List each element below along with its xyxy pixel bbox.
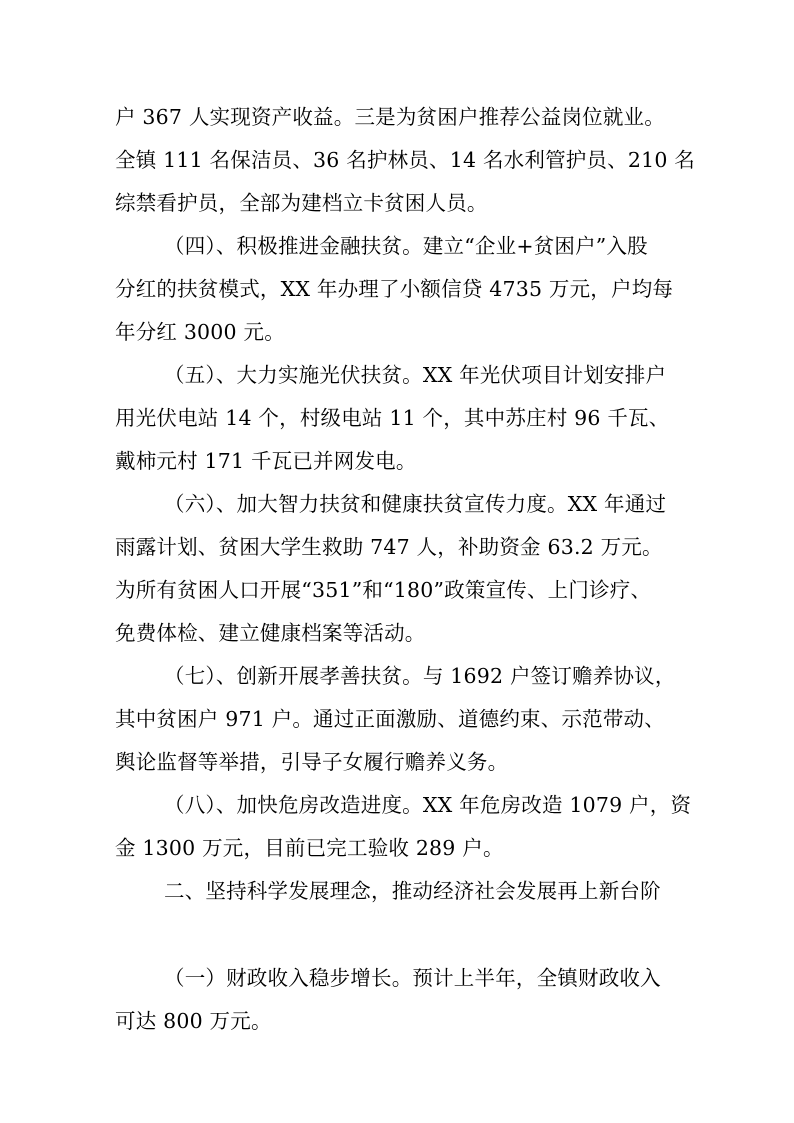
text-line: 其中贫困户 971 户。通过正面激励、道德约束、示范带动、 <box>115 707 665 731</box>
text-line: 免费体检、建立健康档案等活动。 <box>115 621 426 645</box>
text-line: 户 367 人实现资产收益。三是为贫困户推荐公益岗位就业。 <box>115 105 665 129</box>
text-line: 舆论监督等举措，引导子女履行赡养义务。 <box>115 750 509 774</box>
text-line: 戴柿元村 171 千瓦已并网发电。 <box>115 449 417 473</box>
section-heading: 二、坚持科学发展理念，推动经济社会发展再上新台阶 <box>164 879 661 903</box>
text-line: 年分红 3000 元。 <box>115 320 285 344</box>
text-line: 金 1300 万元，目前已完工验收 289 户。 <box>115 836 504 860</box>
text-line: 雨露计划、贫困大学生救助 747 人，补助资金 63.2 万元。 <box>115 535 663 559</box>
paragraph-first-line: （六）、加大智力扶贫和健康扶贫宣传力度。XX 年通过 <box>164 492 667 516</box>
paragraph-first-line: （八）、加快危房改造进度。XX 年危房改造 1079 户，资 <box>164 793 692 817</box>
paragraph-first-line: （五）、大力实施光伏扶贫。XX 年光伏项目计划安排户 <box>164 363 667 387</box>
text-line: 综禁看护员，全部为建档立卡贫困人员。 <box>115 191 488 215</box>
paragraph-first-line: （七）、创新开展孝善扶贫。与 1692 户签订赡养协议， <box>164 664 676 688</box>
paragraph-first-line: （一）财政收入稳步增长。预计上半年，全镇财政收入 <box>164 966 661 990</box>
text-line: 全镇 111 名保洁员、36 名护林员、14 名水利管护员、210 名 <box>115 148 696 172</box>
paragraph-first-line: （四）、积极推进金融扶贫。建立“企业+贫困户”入股 <box>164 234 648 258</box>
text-line: 为所有贫困人口开展“351”和“180”政策宣传、上门诊疗、 <box>115 578 652 602</box>
text-line: 用光伏电站 14 个，村级电站 11 个，其中苏庄村 96 千瓦、 <box>115 406 670 430</box>
text-line: 可达 800 万元。 <box>115 1009 272 1033</box>
text-line: 分红的扶贫模式，XX 年办理了小额信贷 4735 万元，户均每 <box>115 277 674 301</box>
